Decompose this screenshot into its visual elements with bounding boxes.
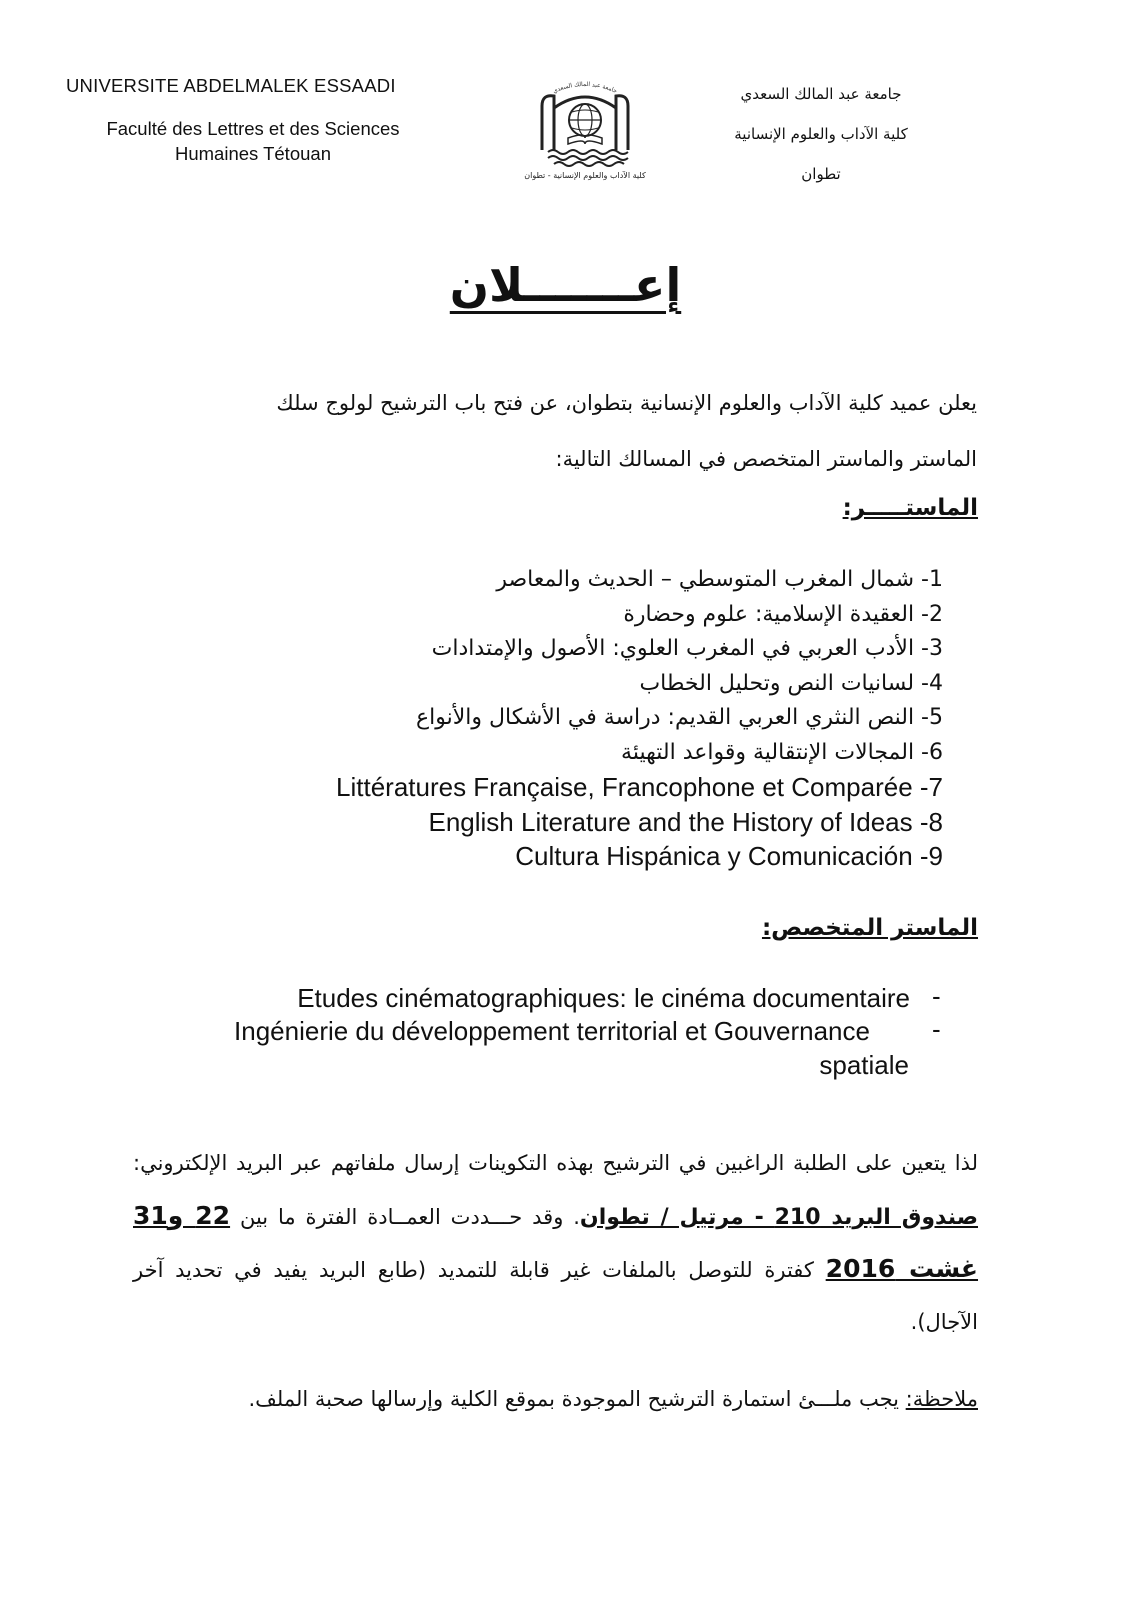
application-instructions: لذا يتعين على الطلبة الراغبين في الترشيح بهذه التكوينات إرسال ملفاتهم عبر البريد الإلكتروني: صندوق البريد 210 - مرتيل / تطوان. وقد حـــددت العمــادة الفترة ما بين 22 و31 غشت 2016 كفترة للتوصل بالملفات غير قابلة للتمديد (طابع البريد يفيد في تحديد آخر الآجال). <box>133 1151 979 1334</box>
logo-top-text: جامعة عبد المالك السعدي <box>551 80 619 95</box>
list-bullet: - <box>932 981 941 1011</box>
header-faculty-ar: كلية الآداب والعلوم الإنسانية <box>734 125 908 143</box>
postal-address: صندوق البريد 210 - مرتيل / تطوان <box>579 1204 978 1230</box>
intro-line-2: الماستر والماستر المتخصص في المسالك التالية: <box>555 447 977 471</box>
specialized-masters-heading: الماستر المتخصص: <box>761 915 978 941</box>
header-city-ar: تطوان <box>801 165 841 183</box>
header-faculty-fr <box>80 116 426 166</box>
specialized-item: Etudes cinématographiques: le cinéma documentaire <box>297 983 910 1013</box>
header-arabic <box>701 74 941 194</box>
master-item: 6- المجالات الإنتقالية وقواعد التهيئة <box>621 739 943 765</box>
masters-list <box>143 563 943 874</box>
list-bullet: - <box>932 1014 941 1044</box>
masters-heading: الماستـــــر: <box>842 495 978 521</box>
specialized-item-continuation: spatiale <box>819 1050 909 1080</box>
note <box>133 1387 978 1411</box>
announcement-title: إعـــــــلان <box>449 258 682 312</box>
master-item: 5- النص النثري العربي القديم: دراسة في الأشكال والأنواع <box>416 705 943 730</box>
intro-paragraph <box>137 375 977 487</box>
header-faculty-fr-line2: Humaines Tétouan <box>175 143 331 164</box>
header-faculty-fr-line1: Faculté des Lettres et des Sciences <box>106 118 400 139</box>
header-university-fr: UNIVERSITE ABDELMALEK ESSAADI <box>66 75 396 96</box>
master-item: 4- لسانيات النص وتحليل الخطاب <box>639 670 943 696</box>
master-item: 3- الأدب العربي في المغرب العلوي: الأصول والإمتدادات <box>431 636 943 661</box>
svg-text:جامعة عبد المالك السعدي <box>552 81 619 95</box>
specialized-item: Ingénierie du développement territorial et Gouvernance <box>234 1016 870 1046</box>
master-item: 2- العقيدة الإسلامية: علوم وحضارة <box>623 601 943 627</box>
master-item: English Literature and the History of Ideas -8 <box>428 806 943 837</box>
note-label: ملاحظة: <box>905 1387 978 1411</box>
logo-caption: كلية الآداب والعلوم الإنسانية - تطوان <box>524 171 646 180</box>
master-item: Cultura Hispánica y Comunicación -9 <box>515 841 943 871</box>
header-university-ar: جامعة عبد المالك السعدي <box>740 85 902 103</box>
application-dates: 22 و31 غشت 2016 <box>133 1200 979 1283</box>
master-item: Littératures Française, Francophone et Comparée -7 <box>336 772 943 802</box>
master-item: 1- شمال المغرب المتوسطي – الحديث والمعاصر <box>496 567 943 592</box>
note-text: يجب ملـــئ استمارة الترشيح الموجودة بموقع الكلية وإرسالها صحبة الملف. <box>248 1387 906 1411</box>
faculty-logo-icon <box>520 72 650 184</box>
intro-line-1: يعلن عميد كلية الآداب والعلوم الإنسانية بتطوان، عن فتح باب الترشيح لولوج سلك <box>276 391 977 415</box>
